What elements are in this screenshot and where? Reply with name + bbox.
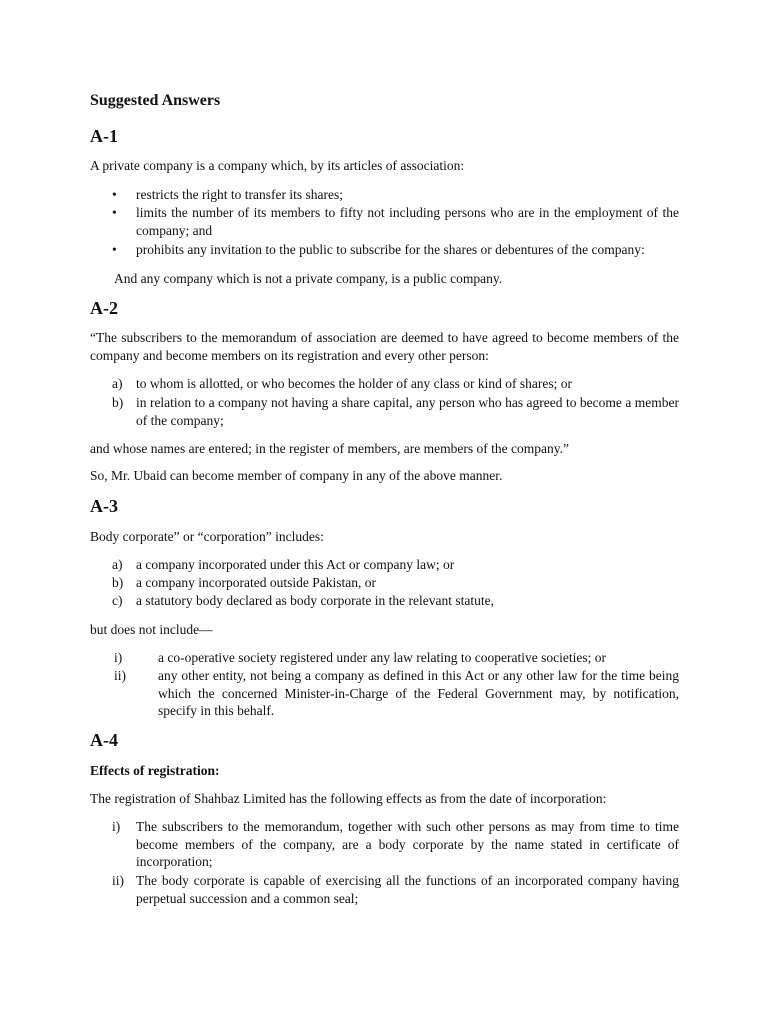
a1-bullet-text: prohibits any invitation to the public to subscribe for the shares or debentures of the company:	[136, 242, 645, 257]
list-marker: ii)	[112, 873, 124, 888]
a2-list-item	[112, 375, 679, 393]
a2-intro: “The subscribers to the memorandum of association are deemed to have agreed to become members of the company and become members on its registration and every other person:	[90, 330, 679, 363]
a1-intro: A private company is a company which, by its articles of association:	[90, 158, 465, 173]
a1-closing: And any company which is not a private company, is a public company.	[114, 271, 503, 286]
section-heading-a1: A-1	[90, 126, 118, 146]
a3-item-text: a statutory body declared as body corporate in the relevant statute,	[136, 593, 494, 608]
a3-exclusion-text: a co-operative society registered under any law relating to cooperative societies; or	[158, 650, 606, 665]
a3-list-item	[112, 592, 679, 610]
bullet-marker: •	[112, 205, 117, 220]
a2-item-text: to whom is allotted, or who becomes the holder of any class or kind of shares; or	[136, 376, 573, 391]
section-heading-a3: A-3	[90, 496, 118, 516]
a1-bullet-item	[112, 241, 679, 259]
a4-list-item	[112, 818, 679, 871]
list-marker: a)	[112, 557, 123, 572]
a3-item-text: a company incorporated outside Pakistan, or	[136, 575, 376, 590]
a3-intro: Body corporate” or “corporation” includes:	[90, 529, 324, 544]
a3-item-text: a company incorporated under this Act or company law; or	[136, 557, 455, 572]
a4-list-item	[112, 872, 679, 907]
a3-list-item	[112, 556, 679, 574]
a1-bullet-text: limits the number of its members to fifty not including persons who are in the employment of the company; and	[136, 205, 679, 238]
a2-after: and whose names are entered; in the register of members, are members of the company.”	[90, 441, 569, 456]
a1-bullet-text: restricts the right to transfer its shares;	[136, 187, 343, 202]
a3-exclusion-intro: but does not include—	[90, 622, 213, 637]
a2-conclusion: So, Mr. Ubaid can become member of company in any of the above manner.	[90, 468, 503, 483]
bullet-marker: •	[112, 242, 117, 257]
a3-list-item	[112, 574, 679, 592]
document-title: Suggested Answers	[90, 92, 221, 109]
a3-exclusion-item	[114, 667, 679, 720]
list-marker: c)	[112, 593, 123, 608]
list-marker: b)	[112, 575, 124, 590]
a3-exclusion-item	[114, 649, 679, 667]
a1-bullet-item	[112, 186, 725, 204]
list-marker: i)	[112, 819, 121, 834]
a4-item-text: The subscribers to the memorandum, together with such other persons as may from time to time become members of the company, are a body corporate by the name stated in certificate of incorporation;	[136, 819, 679, 869]
a4-subheading: Effects of registration:	[90, 763, 220, 778]
a2-item-text: in relation to a company not having a share capital, any person who has agreed to become a member of the company;	[136, 395, 679, 428]
a4-item-text: The body corporate is capable of exercising all the functions of an incorporated company having perpetual succession and a common seal;	[136, 873, 679, 906]
section-heading-a2: A-2	[90, 298, 118, 318]
a4-intro: The registration of Shahbaz Limited has the following effects as from the date of incorporation:	[90, 791, 607, 806]
list-marker: b)	[112, 395, 124, 410]
list-marker: i)	[114, 650, 123, 665]
list-marker: ii)	[114, 668, 126, 683]
a3-exclusion-text: any other entity, not being a company as defined in this Act or any other law for the time being which the concerned Minister-in-Charge of the Federal Government may, by notification, specify in this behalf.	[158, 668, 679, 718]
list-marker: a)	[112, 376, 123, 391]
a2-list-item	[112, 394, 679, 429]
section-heading-a4: A-4	[90, 730, 118, 750]
bullet-marker: •	[112, 187, 117, 202]
a1-bullet-item	[112, 204, 679, 239]
